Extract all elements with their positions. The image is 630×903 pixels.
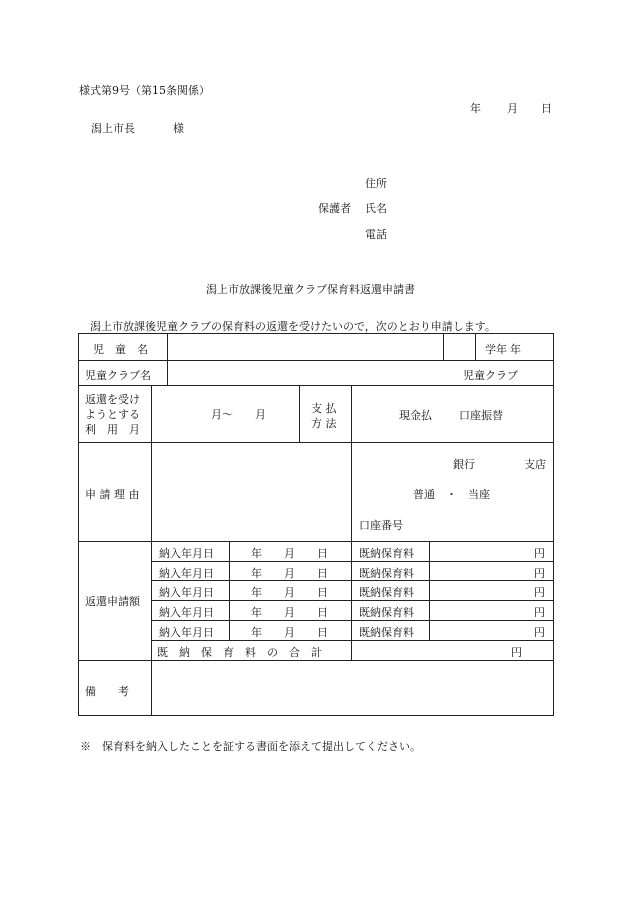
period-label-line3: 利 用 月 bbox=[85, 423, 140, 436]
reason-field[interactable] bbox=[155, 446, 347, 537]
payment-date-label: 納入年月日 bbox=[159, 567, 214, 580]
date-day: 日 bbox=[541, 102, 552, 115]
yen-unit: 円 bbox=[534, 567, 545, 580]
club-suffix: 児童クラブ bbox=[463, 369, 518, 382]
date-month: 月 bbox=[507, 102, 518, 115]
yen-unit: 円 bbox=[534, 547, 545, 560]
refund-label: 返還申請額 bbox=[85, 595, 140, 608]
payment-transfer-option[interactable]: 口座振替 bbox=[459, 409, 503, 422]
yen-unit: 円 bbox=[534, 586, 545, 599]
payment-date-value[interactable]: 年 月 日 bbox=[251, 586, 328, 599]
period-label-line2: ようとする bbox=[85, 408, 140, 421]
payment-date-value[interactable]: 年 月 日 bbox=[251, 547, 328, 560]
paid-fee-label: 既納保育料 bbox=[359, 606, 414, 619]
payment-date-label: 納入年月日 bbox=[159, 606, 214, 619]
intro-text: 潟上市放課後児童クラブの保育料の返還を受けたいので，次のとおり申請します。 bbox=[90, 320, 496, 333]
total-label: 既 納 保 育 料 の 合 計 bbox=[157, 646, 322, 659]
total-yen-unit: 円 bbox=[511, 646, 522, 659]
payment-label-line2: 方 法 bbox=[311, 417, 337, 430]
paid-fee-label: 既納保育料 bbox=[359, 567, 414, 580]
club-name-label: 児童クラブ名 bbox=[85, 369, 151, 382]
document-title: 潟上市放課後児童クラブ保育料返還申請書 bbox=[206, 283, 415, 296]
application-table bbox=[78, 333, 554, 716]
date-year: 年 bbox=[470, 102, 481, 115]
club-name-field[interactable] bbox=[171, 362, 451, 383]
remarks-label: 備 考 bbox=[85, 685, 129, 698]
honorific: 様 bbox=[173, 122, 184, 135]
branch-suffix: 支店 bbox=[524, 458, 546, 471]
phone-label: 電話 bbox=[365, 228, 387, 241]
payment-date-value[interactable]: 年 月 日 bbox=[251, 567, 328, 580]
grade-unit: 年 bbox=[510, 343, 521, 356]
account-number-label: 口座番号 bbox=[359, 519, 403, 532]
period-value[interactable]: 月～ 月 bbox=[211, 408, 266, 421]
payment-date-label: 納入年月日 bbox=[159, 586, 214, 599]
period-label-line1: 返還を受け bbox=[85, 393, 140, 406]
account-type-option[interactable]: 普通 ・ 当座 bbox=[413, 488, 490, 501]
reason-label: 申 請 理 由 bbox=[85, 488, 140, 501]
payment-date-label: 納入年月日 bbox=[159, 547, 214, 560]
remarks-field[interactable] bbox=[155, 664, 549, 711]
child-name-label: 児 童 名 bbox=[93, 343, 148, 356]
payment-date-value[interactable]: 年 月 日 bbox=[251, 626, 328, 639]
child-name-field[interactable] bbox=[171, 336, 471, 358]
footnote: ※ 保育料を納入したことを証する書面を添えて提出してください。 bbox=[80, 740, 421, 753]
guardian-label: 保護者 bbox=[318, 202, 351, 215]
yen-unit: 円 bbox=[534, 606, 545, 619]
yen-unit: 円 bbox=[534, 626, 545, 639]
paid-fee-label: 既納保育料 bbox=[359, 626, 414, 639]
address-label: 住所 bbox=[365, 177, 387, 190]
payment-cash-option[interactable]: 現金払 bbox=[399, 409, 432, 422]
payment-date-value[interactable]: 年 月 日 bbox=[251, 606, 328, 619]
paid-fee-label: 既納保育料 bbox=[359, 586, 414, 599]
grade-label: 学年 bbox=[485, 343, 507, 356]
bank-suffix: 銀行 bbox=[453, 458, 475, 471]
paid-fee-label: 既納保育料 bbox=[359, 547, 414, 560]
form-number: 様式第9号（第15条関係） bbox=[79, 84, 210, 97]
addressee: 潟上市長 bbox=[91, 122, 135, 135]
name-label: 氏名 bbox=[365, 202, 387, 215]
payment-label-line1: 支 払 bbox=[311, 402, 337, 415]
payment-date-label: 納入年月日 bbox=[159, 626, 214, 639]
